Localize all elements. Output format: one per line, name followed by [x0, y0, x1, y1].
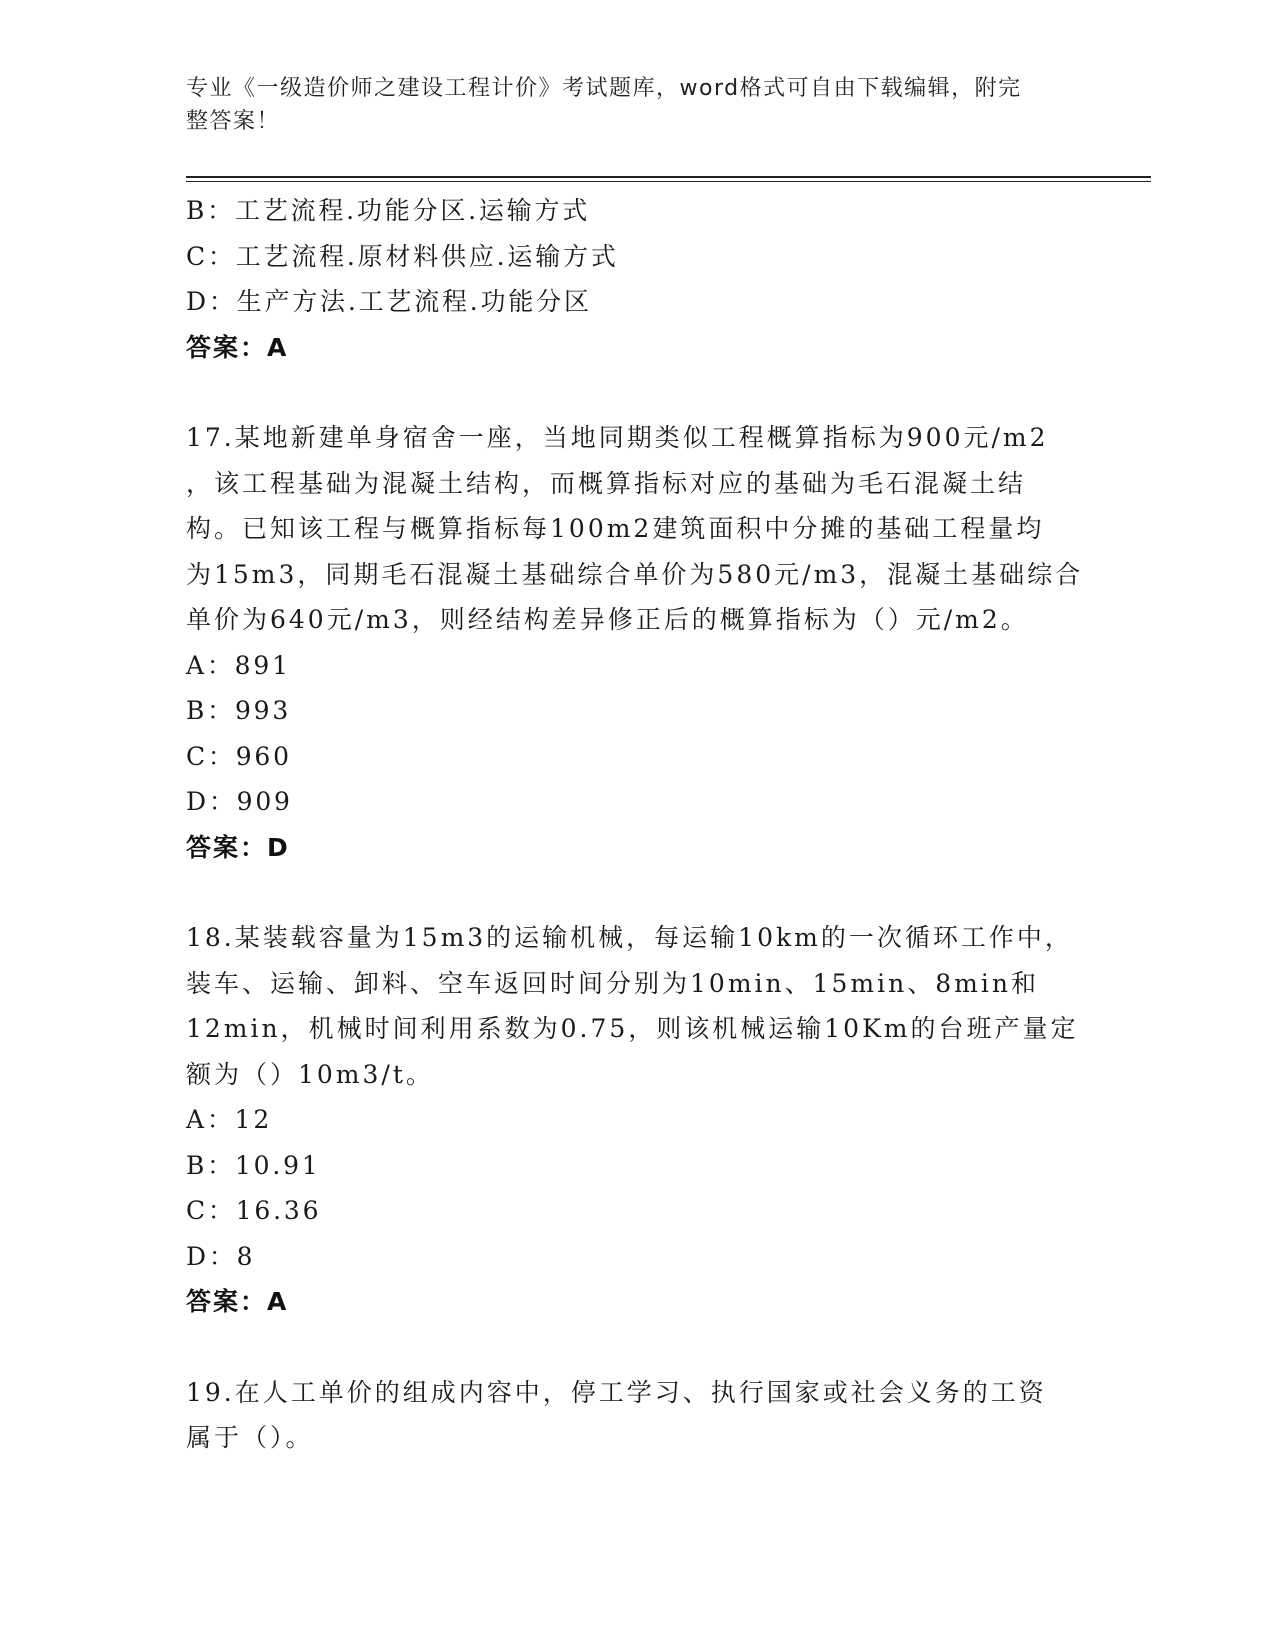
question-text-line: 构。已知该工程与概算指标每100m2建筑面积中分摊的基础工程量均 [186, 514, 1045, 543]
option-b: B：993 [186, 696, 292, 725]
question-19 [186, 1370, 1086, 1461]
question-text-line: 属于（）。 [186, 1423, 314, 1452]
header-rule-thin [186, 181, 1151, 182]
question-text-line: 12min，机械时间利用系数为0.75，则该机械运输10Km的台班产量定 [186, 1014, 1079, 1043]
option-a: A：891 [186, 650, 291, 680]
question-text-line: 为15m3，同期毛石混凝土基础综合单价为580元/m3，混凝土基础综合 [186, 559, 1084, 589]
spacer [186, 870, 1086, 915]
option-b: B：工艺流程.功能分区.运输方式 [186, 196, 591, 225]
option-c: C：工艺流程.原材料供应.运输方式 [186, 241, 619, 271]
question-18 [186, 915, 1086, 1325]
question-17 [186, 415, 1086, 870]
answer-line: 答案：A [186, 332, 289, 362]
answer-line: 答案：D [186, 832, 290, 862]
spacer [186, 1325, 1086, 1370]
option-c: C：960 [186, 741, 292, 771]
answer-line: 答案：A [186, 1287, 289, 1316]
question-text-line: 17.某地新建单身宿舍一座，当地同期类似工程概算指标为900元/m2 [186, 423, 1049, 452]
question-text-line: 额为（）10m3/t。 [186, 1059, 434, 1089]
header-line-1: 专业《一级造价师之建设工程计价》考试题库，word格式可自由下载编辑，附完 [186, 76, 1022, 101]
question-text-line: 19.在人工单价的组成内容中，停工学习、执行国家或社会义务的工资 [186, 1377, 1047, 1407]
option-d: D：8 [186, 1241, 256, 1271]
header-line-2: 整答案！ [186, 109, 281, 134]
option-b: B：10.91 [186, 1150, 321, 1180]
question-text-line: 18.某装载容量为15m3的运输机械，每运输10km的一次循环工作中， [186, 923, 1073, 952]
question-text-line: 装车、运输、卸料、空车返回时间分别为10min、15min、8min和 [186, 968, 1039, 998]
spacer [186, 370, 1086, 415]
document-header [186, 72, 1066, 138]
header-rule-thick [186, 176, 1151, 178]
option-a: A：12 [186, 1105, 273, 1134]
question-text-line: 单价为640元/m3，则经结构差异修正后的概算指标为（）元/m2。 [186, 605, 1029, 634]
option-d: D：909 [186, 787, 293, 816]
previous-question [186, 188, 1086, 370]
document-body [186, 188, 1086, 1461]
question-text-line: ，该工程基础为混凝土结构，而概算指标对应的基础为毛石混凝土结 [186, 468, 1027, 498]
option-c: C：16.36 [186, 1196, 322, 1225]
option-d: D：生产方法.工艺流程.功能分区 [186, 287, 592, 316]
